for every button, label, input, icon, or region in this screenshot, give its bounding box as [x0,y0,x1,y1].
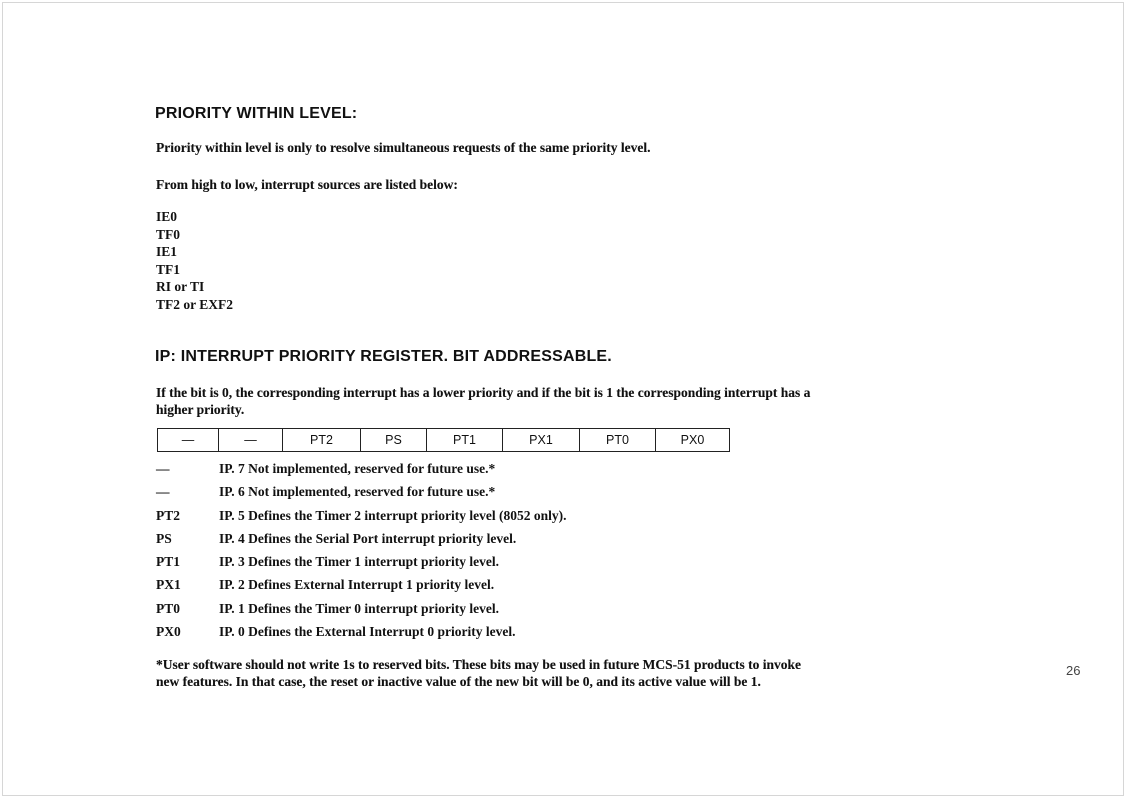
bit-text: IP. 2 Defines External Interrupt 1 priority level. [219,577,495,593]
list-item: IE1 [156,244,178,259]
list-item: TF0 [156,226,181,242]
bit-description-row [156,484,566,507]
bit-description-row [156,601,566,624]
register-bit-0: PX0 [656,429,730,452]
list-item: TF2 or EXF2 [156,296,233,312]
bit-text: IP. 3 Defines the Timer 1 interrupt priority level. [219,554,499,570]
list-item: RI or TI [156,279,205,294]
bit-symbol: — [156,461,170,476]
bit-symbol: — [156,484,170,500]
footnote-line2: new features. In that case, the reset or inactive value of the new bit will be 0, and its active value will be 1. [156,674,761,689]
list-item: IE0 [156,209,178,224]
bit-text: IP. 5 Defines the Timer 2 interrupt priority level (8052 only). [219,507,567,523]
ip-register-table [157,428,730,452]
footnote-line1: *User software should not write 1s to reserved bits. These bits may be used in future MCS-51 products to invoke [156,657,802,672]
list-item: TF1 [156,261,181,277]
bit-symbol: PX0 [156,624,181,640]
paragraph-ip-line1: If the bit is 0, the corresponding interrupt has a lower priority and if the bit is 1 the corresponding interrupt has a [156,385,811,400]
bit-symbol: PT2 [156,507,181,523]
bit-symbol: PX1 [156,577,181,593]
bit-description-row [156,531,566,554]
bit-text: IP. 4 Defines the Serial Port interrupt priority level. [219,530,517,546]
register-bit-4: PS [361,429,427,452]
bit-text: IP. 6 Not implemented, reserved for future use.* [219,484,496,500]
page-number: 26 [1066,663,1081,678]
register-bit-2: PX1 [503,429,580,452]
heading-priority-within-level: PRIORITY WITHIN LEVEL: [155,105,358,122]
bit-symbol: PS [156,530,172,546]
bit-text: IP. 7 Not implemented, reserved for future use.* [219,461,496,476]
register-bit-6: — [219,429,283,452]
heading-ip-register: IP: INTERRUPT PRIORITY REGISTER. BIT ADDRESSABLE. [155,348,612,365]
bit-description-row [156,508,566,531]
paragraph-ip-line2: higher priority. [156,402,245,417]
register-bit-5: PT2 [283,429,361,452]
interrupt-source-list [156,208,233,313]
paragraph-sources-intro: From high to low, interrupt sources are listed below: [156,177,458,192]
bit-description-row [156,461,566,484]
bit-description-row [156,577,566,600]
bit-description-list [156,461,566,647]
bit-text: IP. 0 Defines the External Interrupt 0 priority level. [219,624,516,640]
bit-text: IP. 1 Defines the Timer 0 interrupt priority level. [219,600,499,616]
register-bit-1: PT0 [580,429,656,452]
bit-description-row [156,554,566,577]
bit-description-row [156,624,566,647]
register-bit-7: — [158,429,219,452]
bit-symbol: PT1 [156,554,181,570]
register-bit-3: PT1 [427,429,503,452]
paragraph-priority: Priority within level is only to resolve simultaneous requests of the same priority level. [156,140,651,155]
bit-symbol: PT0 [156,600,181,616]
